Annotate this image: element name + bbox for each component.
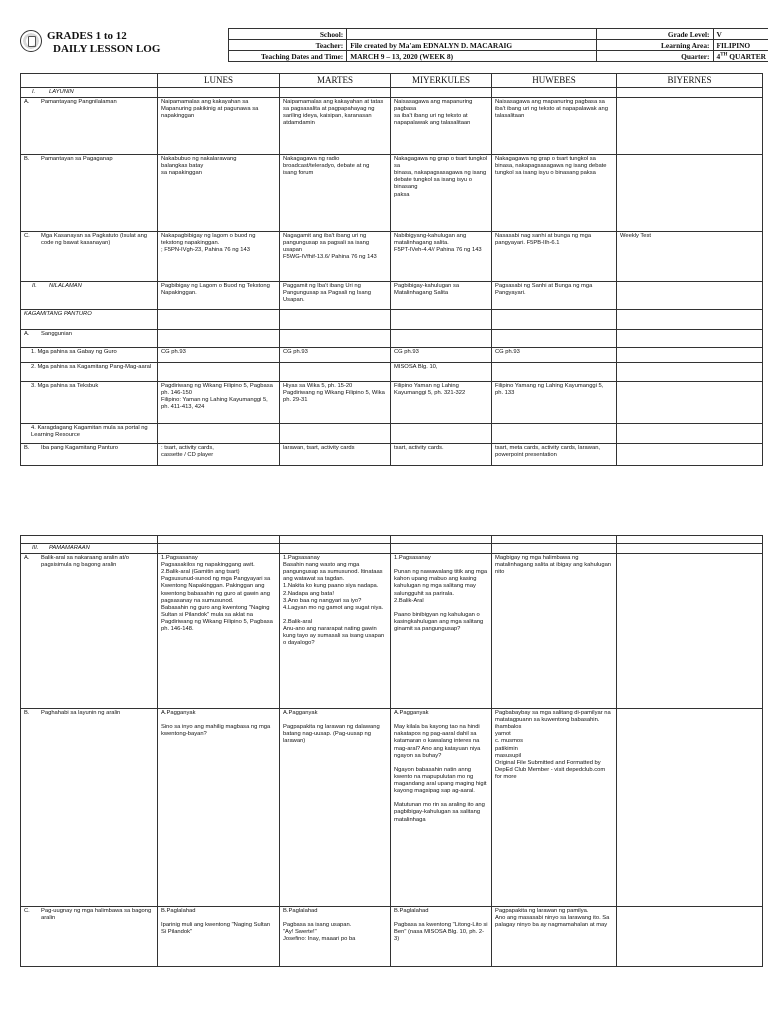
cell-lunes: Pagbibigay ng Lagom o Buod ng Tekstong Napakinggan.: [158, 282, 280, 310]
cell-biyernes: Weekly Test: [617, 232, 763, 282]
cell-martes: larawan, tsart, activity cards: [280, 444, 391, 466]
cell-miyerkules: Naisasagawa ang mapanuring pagbasa sa iba't ibang uri ng teksto at napapalawak ang talasalitaan: [391, 98, 492, 155]
table-row: [21, 907, 763, 967]
cell-lunes: 1.Pagsasanay Pagsasakilos ng napakinggang awit. 2.Balik-aral (Gamitin ang tsart) Pagsusunud-sunod ng mga Pangyayari sa Kwentong Napakinggan. Pakinggan ang kwentong babasahin ng guro at gawin ang pagsasanay na sumusunod. Babasahin ng guro ang kwentong "Naging Sultan si Pilandok" mula sa aklat na Pagdiriwang ng Wikang Filipino 5, Pagbasa ph. 146-148.: [158, 554, 280, 709]
cell-lunes: [158, 424, 280, 444]
row-label-paghahabi: B. Paghahabi sa layunin ng aralin: [21, 709, 158, 907]
table-row: [21, 282, 763, 310]
grade-level-value: V: [713, 29, 768, 40]
section-pamamaraan-heading: III. PAMAMARAAN: [21, 544, 158, 554]
row-label-pamantayang-pangnilalaman: A. Pamantayang Pangnilalaman: [21, 98, 158, 155]
learning-area-label: Learning Area:: [597, 40, 713, 51]
quarter-label: Quarter:: [597, 51, 713, 62]
cell-martes: Naipamamalas ang kakayahan at tatas sa pagsasalita at pagpapahayag ng sariling ideya, kaisipan, karanasan atdamdamin: [280, 98, 391, 155]
row-label-karagdagang-kagamitan: 4. Karagdagang Kagamitan mula sa portal ng Learning Resource: [21, 424, 158, 444]
lesson-log-table-top: [20, 73, 763, 466]
table-row: [21, 554, 763, 709]
table-row: [21, 382, 763, 424]
lesson-log-table-bottom: [20, 535, 763, 967]
grade-level-label: Grade Level:: [597, 29, 713, 40]
school-value: [347, 29, 597, 40]
cell-lunes: : tsart, activity cards, cassette / CD player: [158, 444, 280, 466]
cell-miyerkules: MISOSA Blg. 10,: [391, 363, 492, 382]
teacher-label: Teacher:: [229, 40, 347, 51]
teaching-dates-value: MARCH 9 – 13, 2020 (WEEK 8): [347, 51, 597, 62]
corner-cell: [21, 74, 158, 88]
cell-huwebes: Filipino Yamang ng Lahing Kayumanggi 5, ph. 133: [492, 382, 617, 424]
title-line-2: DAILY LESSON LOG: [53, 43, 161, 55]
cell-biyernes: [617, 282, 763, 310]
quarter-word: QUARTER: [727, 51, 766, 61]
cell-martes: [280, 424, 391, 444]
cell-martes: Hiyas sa Wika 5, ph. 15-20 Pagdiriwang ng Wikang Filipino 5, Wika ph. 29-31: [280, 382, 391, 424]
cell-biyernes: [617, 155, 763, 232]
cell-huwebes: [492, 363, 617, 382]
cell-huwebes: Pagsasabi ng Sanhi at Bunga ng mga Pangyayari.: [492, 282, 617, 310]
row-label-gabay-ng-guro: 1. Mga pahina sa Gabay ng Guro: [21, 348, 158, 363]
cell-miyerkules: Pagbibigay-kahulugan sa Matalinhagang Salita: [391, 282, 492, 310]
cell-martes: 1.Pagsasanay Basahin nang wasto ang mga pangungusap sa sumusunod. Itinataas ang watawat sa tagdan. 1.Nakita ko kung paano siya nadapa. 2.Nadapa ang bata! 3.Ano baa ng nangyari sa iyo? 4.Lagyan mo ng gamot ang sugat niya. 2.Balik-aral Anu-ano ang nararapat nating gawin kung tayo ay sumasali sa isang usapan o dayalogo?: [280, 554, 391, 709]
cell-huwebes: tsart, meta cards, activity cards, larawan, powerpoint presentation: [492, 444, 617, 466]
cell-miyerkules: Filipino Yaman ng Lahing Kayumanggi 5, ph. 321-322: [391, 382, 492, 424]
cell-lunes: Nakabubuo ng nakalarawang balangkas batay sa napakinggan: [158, 155, 280, 232]
cell-lunes: B.Paglalahad Iparinig muli ang kwentong "Naging Sultan Si Pilandok": [158, 907, 280, 967]
table-row: [21, 444, 763, 466]
row-label-kagamitang-pang-mag-aaral: 2. Mga pahina sa Kagamitang Pang-Mag-aaral: [21, 363, 158, 382]
cell-miyerkules: [391, 424, 492, 444]
cell-biyernes: [617, 382, 763, 424]
cell-lunes: Nakapagbibigay ng lagom o buod ng tekstong napakinggan. ; F5PN-IVgh-23, Pahina 76 ng 143: [158, 232, 280, 282]
cell-lunes: Naipamamalas ang kakayahan sa Mapanuring pakikinig at pagunawa sa napakinggan: [158, 98, 280, 155]
cell-lunes: Pagdiriwang ng Wikang Filipino 5, Pagbasa ph. 146-150 Filipino: Yaman ng Lahing Kayumanggi 5, ph. 411-413, 424: [158, 382, 280, 424]
cell-martes: A.Pagganyak Pagpapakita ng larawan ng dalawang batang nag-uusap. (Pag-uusap ng larawan): [280, 709, 391, 907]
cell-huwebes: Nakagagawa ng grap o tsart tungkol sa binasa, nakapagsasagawa ng isang debate tungkol sa isang isyu o binasang paksa: [492, 155, 617, 232]
day-header-miyerkules: MIYERKULES: [391, 74, 492, 88]
cell-martes: [280, 363, 391, 382]
cell-lunes: A.Pagganyak Sino sa inyo ang mahilig magbasa ng mga kwentong-bayan?: [158, 709, 280, 907]
document-header: [20, 28, 768, 66]
cell-miyerkules: tsart, activity cards.: [391, 444, 492, 466]
table-row: [21, 709, 763, 907]
cell-biyernes: [617, 554, 763, 709]
cell-martes: B.Paglalahad Pagbasa sa isang usapan. "Ay! Swerte!" Josefino: Inay, maaari po ba: [280, 907, 391, 967]
day-header-huwebes: HUWEBES: [492, 74, 617, 88]
row-label-iba-pang-kagamitan: B. Iba pang Kagamitang Panturo: [21, 444, 158, 466]
row-label-teksbuk: 3. Mga pahina sa Teksbuk: [21, 382, 158, 424]
cell-biyernes: [617, 98, 763, 155]
cell-martes: Nagagamit ang iba't ibang uri ng pangungusap sa pagsali sa isang usapan F5WG-IVfhif-13.6/ Pahina 76 ng 143: [280, 232, 391, 282]
quarter-suffix: TH: [720, 52, 728, 58]
quarter-number: 4: [716, 51, 721, 61]
cell-biyernes: [617, 444, 763, 466]
cell-huwebes: Pagbabaybay sa mga salitang di-pamilyar na matatagpuann sa kuwentong babasahin. ihambalos yamot c. musmos patikimin masusupil Original File Submitted and Formatted by DepEd Club Member - visit depedclub.com for more: [492, 709, 617, 907]
title-line-1: GRADES 1 to 12: [47, 30, 127, 42]
day-header-martes: MARTES: [280, 74, 391, 88]
cell-biyernes: [617, 363, 763, 382]
header-info-table: [228, 28, 768, 62]
teaching-dates-label: Teaching Dates and Time:: [229, 51, 347, 62]
cell-biyernes: [617, 348, 763, 363]
learning-area-value: FILIPINO: [713, 40, 768, 51]
cell-miyerkules: Nabibigyang-kahulugan ang matalinhagang salita. F5PT-IVeh-4.4// Pahina 76 ng 143: [391, 232, 492, 282]
cell-martes: Nakagagawa ng radio broadcast/teleradyo, debate at ng isang forum: [280, 155, 391, 232]
cell-huwebes: Nasasabi nag sanhi at bunga ng mga pangyayari. F5PB-IIh-6.1: [492, 232, 617, 282]
table-row: [21, 155, 763, 232]
cell-lunes: [158, 363, 280, 382]
cell-huwebes: CG ph.93: [492, 348, 617, 363]
row-label-pag-uugnay: C. Pag-uugnay ng mga halimbawa sa bagong aralin: [21, 907, 158, 967]
cell-huwebes: Naisasagawa ang mapanuring pagbasa sa iba't ibang uri ng teksto at napapalawak ang talasalitaan: [492, 98, 617, 155]
cell-huwebes: Magbigay ng mga halimbawa ng matalinhagang salita at ibigay ang kahulugan nito: [492, 554, 617, 709]
deped-seal-icon: [20, 30, 42, 52]
table-row: [21, 232, 763, 282]
cell-martes: Paggamit ng Iba't ibang Uri ng Pangungusap sa Pagsali ng Isang Usapan.: [280, 282, 391, 310]
school-label: School:: [229, 29, 347, 40]
table-row: [21, 363, 763, 382]
cell-miyerkules: Nakagagawa ng grap o tsart tungkol sa binasa, nakapagsasagawa ng isang debate tungkol sa isang isyu o binasang paksa: [391, 155, 492, 232]
cell-biyernes: [617, 709, 763, 907]
cell-miyerkules: 1.Pagsasanay Punan ng nawawalang titik ang mga kahon upang mabuo ang kasing kahulugan ng mga salitang may salungguhit sa parirala. 2.Balik-Aral Paano binibigyan ng kahulugan o kasingkahulugan ang mga salitang ginamit sa pangungusap?: [391, 554, 492, 709]
table-row: [21, 98, 763, 155]
cell-miyerkules: B.Paglalahad Pagbasa sa kwentong "Litong-Lito si Ben" (nasa MISOSA Blg. 10, ph. 2-3): [391, 907, 492, 967]
teacher-value: File created by Ma'am EDNALYN D. MACARAIG: [347, 40, 597, 51]
row-label-nilalaman: II. NILALAMAN: [21, 282, 158, 310]
cell-huwebes: [492, 424, 617, 444]
row-label-sanggunian: A. Sanggunian: [21, 330, 158, 348]
row-label-mga-kasanayan: C. Mga Kasanayan sa Pagkatuto (Isulat ang code ng bawat kasanayan): [21, 232, 158, 282]
corner-cell: [21, 536, 158, 544]
table-row: [21, 348, 763, 363]
cell-martes: CG ph.93: [280, 348, 391, 363]
cell-lunes: CG ph.93: [158, 348, 280, 363]
day-header-biyernes: BIYERNES: [617, 74, 763, 88]
cell-biyernes: [617, 907, 763, 967]
document-title: [47, 30, 160, 56]
cell-miyerkules: CG ph.93: [391, 348, 492, 363]
quarter-value: [713, 51, 768, 62]
cell-miyerkules: A.Pagganyak May kilala ba kayong tao na hindi nakatapos ng pag-aaral dahil sa katamaran o kawalang interes na mag-aral? Ano ang katayuan niya ngayon sa buhay? Ngayon babasahin natin anng kwento na mapupulutan mo ng magandang aral upang maging higit kayong magsipag sap ag-aaral. Matutunan mo rin sa araling ito ang pagbibigay-kahulugan sa salitang matalinhaga: [391, 709, 492, 907]
section-layunin-heading: I. LAYUNIN: [21, 88, 158, 98]
section-kagamitang-panturo-heading: KAGAMITANG PANTURO: [21, 310, 158, 330]
table-row: [21, 424, 763, 444]
cell-biyernes: [617, 424, 763, 444]
day-header-lunes: LUNES: [158, 74, 280, 88]
row-label-pamantayan-sa-pagaganap: B. Pamantayan sa Pagaganap: [21, 155, 158, 232]
row-label-balik-aral: A. Balik-aral sa nakaraang aralin at/o pagsisimula ng bagong aralin: [21, 554, 158, 709]
cell-huwebes: Pagpapakita ng larawan ng pamilya. Ano ang masasabi ninyo sa larawang ito. Sa palagay ninyo ba ay nagmamahalan at may: [492, 907, 617, 967]
